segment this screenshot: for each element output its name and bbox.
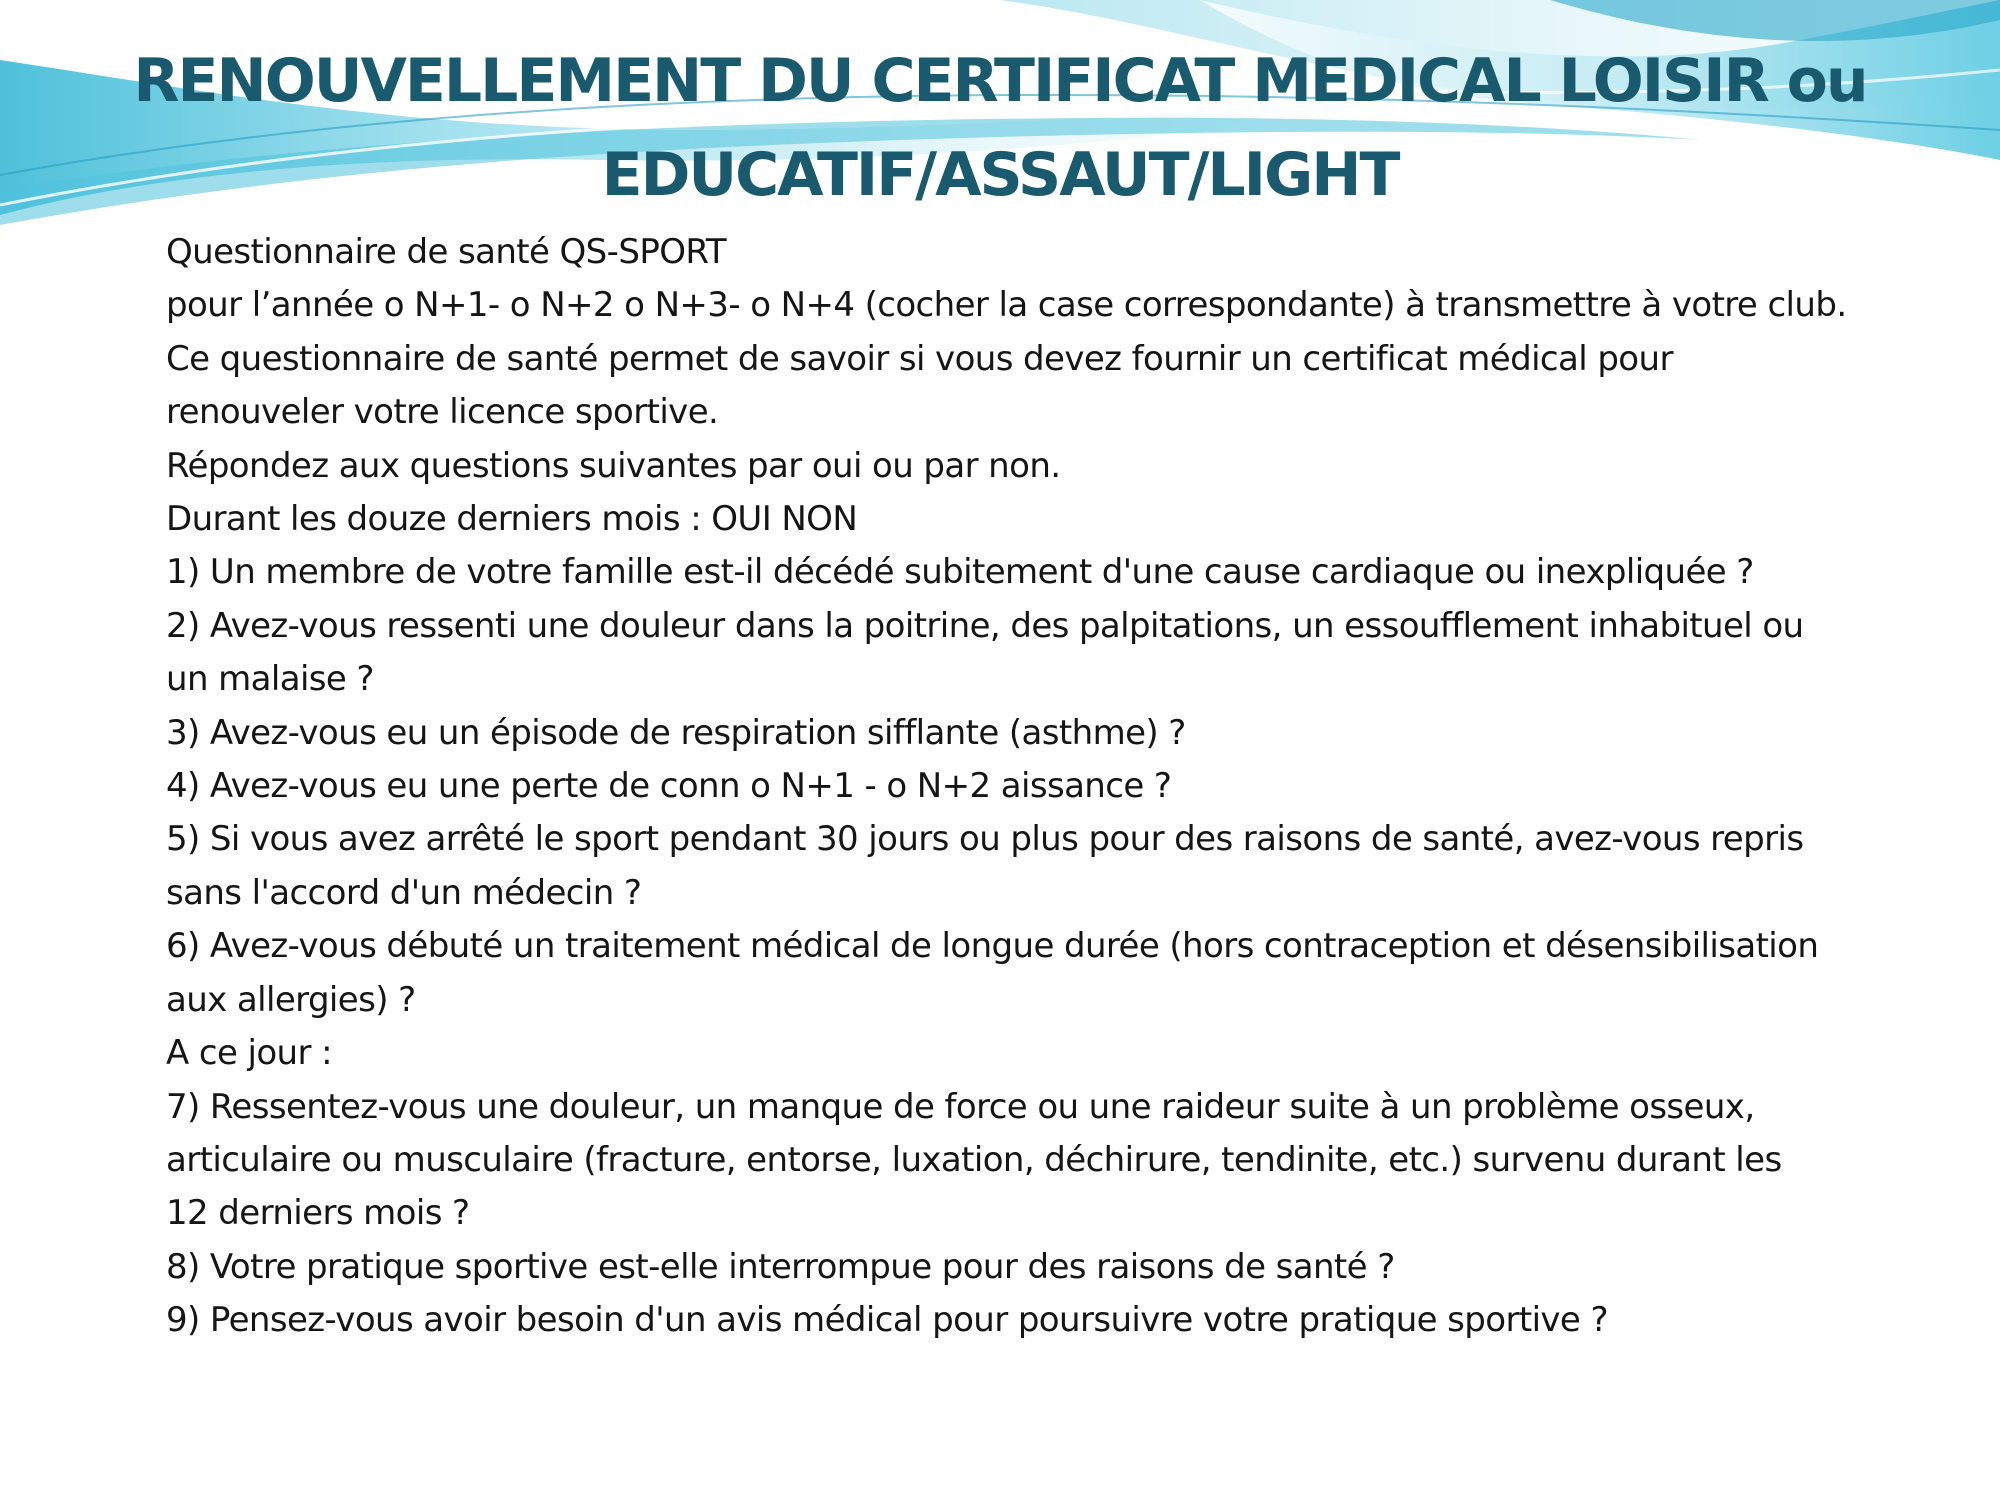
question-5: 5) Si vous avez arrêté le sport pendant 30 jours ou plus pour des raisons de santé, avez-vous repris	[166, 819, 1804, 860]
intro-line: renouveler votre licence sportive.	[166, 392, 719, 433]
question-7: 7) Ressentez-vous une douleur, un manque de force ou une raideur suite à un problème osseux,	[166, 1086, 1755, 1127]
question-6-continued: aux allergies) ?	[166, 979, 416, 1020]
slide-title	[40, 34, 1960, 222]
question-1: 1) Un membre de votre famille est-il décédé subitement d'une cause cardiaque ou inexpliquée ?	[166, 552, 1754, 593]
question-9: 9) Pensez-vous avoir besoin d'un avis médical pour poursuivre votre pratique sportive ?	[166, 1300, 1608, 1341]
instruction-line: Répondez aux questions suivantes par oui ou par non.	[166, 445, 1061, 486]
slide-title-line: EDUCATIF/ASSAUT/LIGHT	[601, 140, 1399, 210]
question-2-continued: un malaise ?	[166, 659, 374, 700]
slide-title-line: RENOUVELLEMENT DU CERTIFICAT MEDICAL LOISIR ou	[133, 46, 1867, 116]
question-6: 6) Avez-vous débuté un traitement médical de longue durée (hors contraception et désensibilisation	[166, 926, 1819, 967]
intro-line: Ce questionnaire de santé permet de savoir si vous devez fournir un certificat médical pour	[166, 338, 1673, 379]
questionnaire-body	[166, 226, 1986, 1348]
question-5-continued: sans l'accord d'un médecin ?	[166, 872, 642, 913]
question-3: 3) Avez-vous eu un épisode de respiration sifflante (asthme) ?	[166, 712, 1186, 753]
question-4: 4) Avez-vous eu une perte de conn o N+1 - o N+2 aissance ?	[166, 766, 1172, 807]
question-8: 8) Votre pratique sportive est-elle interrompue pour des raisons de santé ?	[166, 1246, 1395, 1287]
year-selection-line: pour l’année o N+1- o N+2 o N+3- o N+4 (cocher la case correspondante) à transmettre à votre club.	[166, 285, 1847, 326]
questionnaire-heading: Questionnaire de santé QS-SPORT	[166, 232, 727, 272]
section-header-today: A ce jour :	[166, 1033, 332, 1074]
question-7-continued: 12 derniers mois ?	[166, 1193, 470, 1234]
question-2: 2) Avez-vous ressenti une douleur dans la poitrine, des palpitations, un essoufflement inhabituel ou	[166, 605, 1804, 646]
section-header-last-12-months: Durant les douze derniers mois : OUI NON	[166, 499, 858, 540]
question-7-continued: articulaire ou musculaire (fracture, entorse, luxation, déchirure, tendinite, etc.) survenu durant les	[166, 1139, 1782, 1180]
